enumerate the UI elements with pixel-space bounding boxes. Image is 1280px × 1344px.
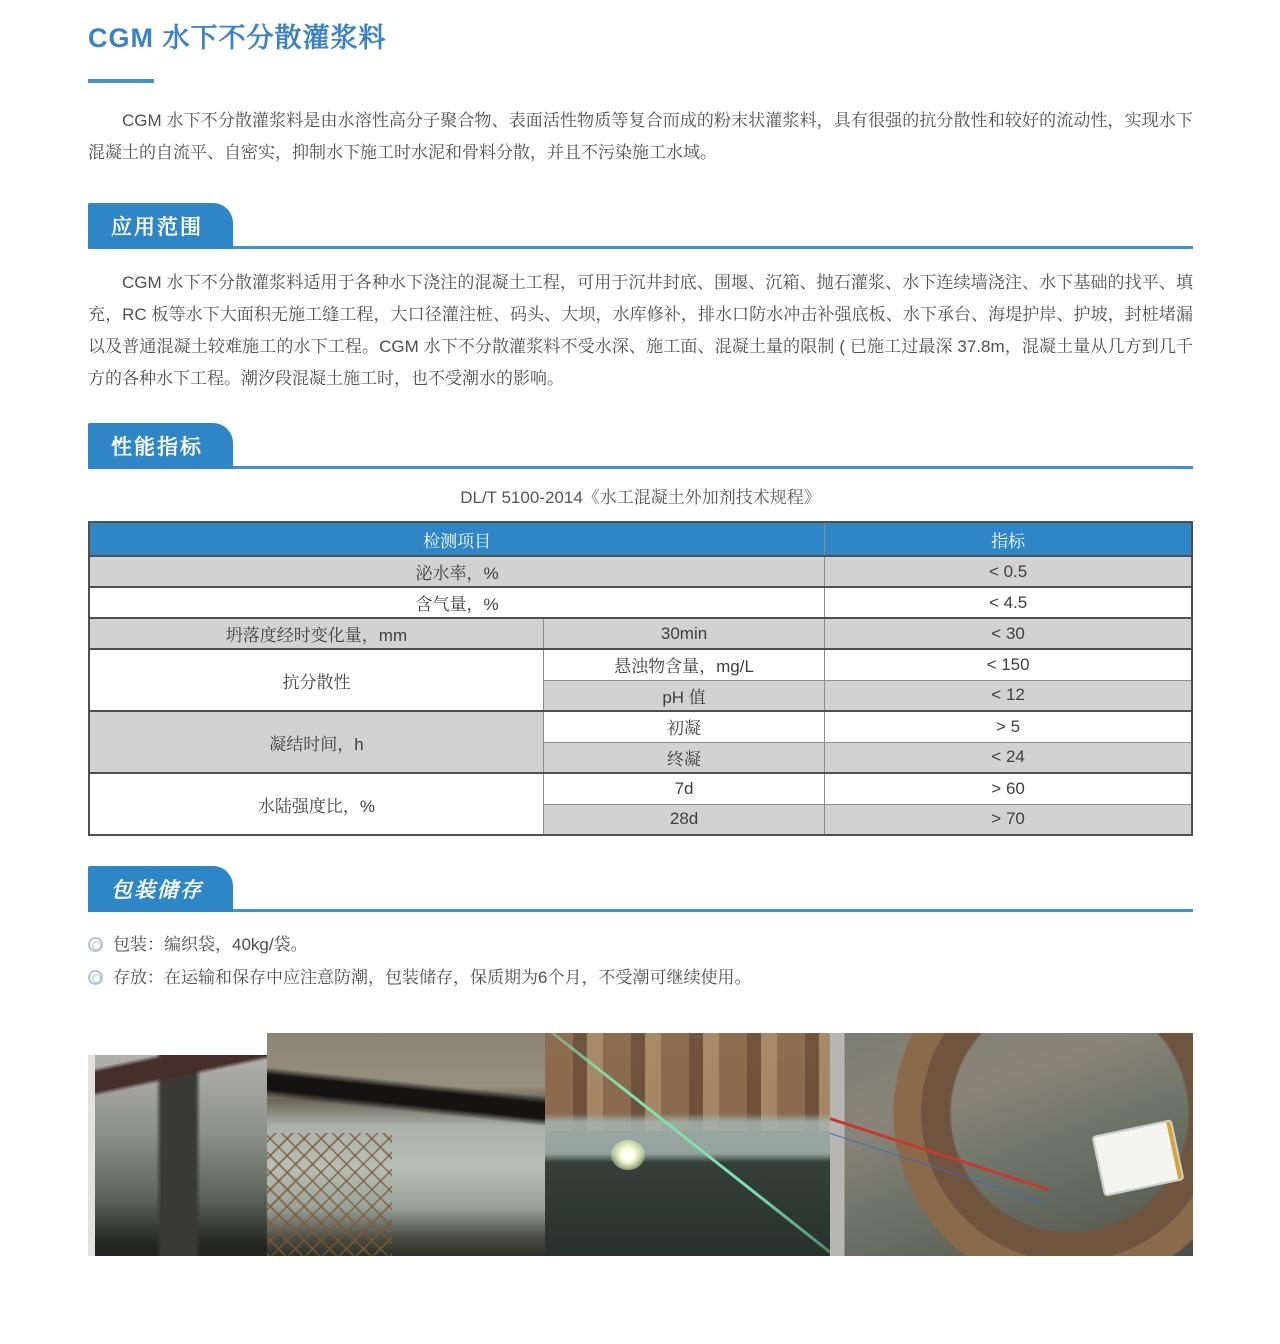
table-cell: < 24 bbox=[825, 742, 1192, 773]
performance-table bbox=[88, 521, 1193, 836]
table-cell: 凝结时间，h bbox=[89, 711, 543, 773]
table-row bbox=[89, 711, 1192, 742]
bullet-text: 存放：在运输和保存中应注意防潮，包装储存，保质期为6个月，不受潮可继续使用。 bbox=[113, 968, 752, 987]
performance-section-badge: 性能指标 bbox=[88, 423, 233, 469]
list-item bbox=[88, 961, 1193, 994]
table-cell: pH 值 bbox=[543, 680, 824, 711]
storage-bullet-list bbox=[88, 928, 1193, 994]
title-underline bbox=[88, 79, 154, 83]
table-cell: > 70 bbox=[825, 804, 1192, 835]
table-row bbox=[89, 556, 1192, 587]
table-row bbox=[89, 649, 1192, 680]
caisson-mud-pit-photo bbox=[830, 1033, 1193, 1256]
page-title: CGM 水下不分散灌浆料 bbox=[88, 23, 387, 53]
table-cell: 水陆强度比，% bbox=[89, 773, 543, 835]
table-cell: < 0.5 bbox=[825, 556, 1192, 587]
bridge-piers-laser-night-photo bbox=[545, 1033, 830, 1256]
table-cell: < 4.5 bbox=[825, 587, 1192, 618]
application-paragraph: CGM 水下不分散灌浆料适用于各种水下浇注的混凝土工程，可用于沉井封底、围堰、沉箱、抛石灌浆、水下连续墙浇注、水下基础的找平、填充，RC 板等水下大面积无施工缝工程，大口径灌注桩、码头、大坝，水库修补，排水口防水冲击补强底板、水下承台、海堤护岸、护坡，封桩堵漏以及普通混凝土较难施工的水下工程。CGM 水下不分散灌浆料不受水深、施工面、混凝土量的限制 ( 已施工过最深 37.8m，混凝土量从几方到几千方的各种水下工程。潮汐段混凝土施工时，也不受潮水的影响。 bbox=[88, 273, 1193, 388]
table-cell: < 12 bbox=[825, 680, 1192, 711]
table-row bbox=[89, 618, 1192, 649]
pile-foundation-site-photo bbox=[88, 1055, 267, 1256]
table-cell: > 60 bbox=[825, 773, 1192, 804]
table-row bbox=[89, 773, 1192, 804]
section-header-storage bbox=[88, 866, 1193, 912]
table-cell: 28d bbox=[543, 804, 824, 835]
table-cell: 坍落度经时变化量，mm bbox=[89, 618, 543, 649]
table-cell: 含气量，% bbox=[89, 587, 825, 618]
table-cell: 初凝 bbox=[543, 711, 824, 742]
table-header-item-column: 检测项目 bbox=[89, 522, 825, 556]
table-row bbox=[89, 587, 1192, 618]
storage-section-underline bbox=[88, 909, 1193, 912]
table-cell: 7d bbox=[543, 773, 824, 804]
section-header-performance bbox=[88, 423, 1193, 469]
table-header-value-column: 指标 bbox=[825, 522, 1192, 556]
list-item bbox=[88, 928, 1193, 961]
photo-strip bbox=[88, 1030, 1193, 1256]
application-section-underline bbox=[88, 246, 1193, 249]
pile-jacket-closeup-photo bbox=[267, 1033, 545, 1256]
storage-section-badge: 包装储存 bbox=[88, 866, 233, 912]
application-section-badge: 应用范围 bbox=[88, 203, 233, 249]
table-cell: 30min bbox=[543, 618, 824, 649]
table-cell: 终凝 bbox=[543, 742, 824, 773]
table-cell: < 30 bbox=[825, 618, 1192, 649]
performance-section-underline bbox=[88, 466, 1193, 469]
bullet-text: 包装：编织袋，40kg/袋。 bbox=[113, 935, 308, 954]
standard-reference-caption: DL/T 5100-2014《水工混凝土外加剂技术规程》 bbox=[460, 488, 821, 507]
table-cell: 抗分散性 bbox=[89, 649, 543, 711]
table-cell: 悬浊物含量，mg/L bbox=[543, 649, 824, 680]
section-header-application bbox=[88, 203, 1193, 249]
table-cell: 泌水率，% bbox=[89, 556, 825, 587]
ring-bullet-icon bbox=[88, 937, 103, 952]
table-cell: < 150 bbox=[825, 649, 1192, 680]
ring-bullet-icon bbox=[88, 970, 103, 985]
table-cell: > 5 bbox=[825, 711, 1192, 742]
intro-paragraph: CGM 水下不分散灌浆料是由水溶性高分子聚合物、表面活性物质等复合而成的粉末状灌浆料，具有很强的抗分散性和较好的流动性，实现水下混凝土的自流平、自密实，抑制水下施工时水泥和骨料分散，并且不污染施工水域。 bbox=[88, 111, 1193, 162]
